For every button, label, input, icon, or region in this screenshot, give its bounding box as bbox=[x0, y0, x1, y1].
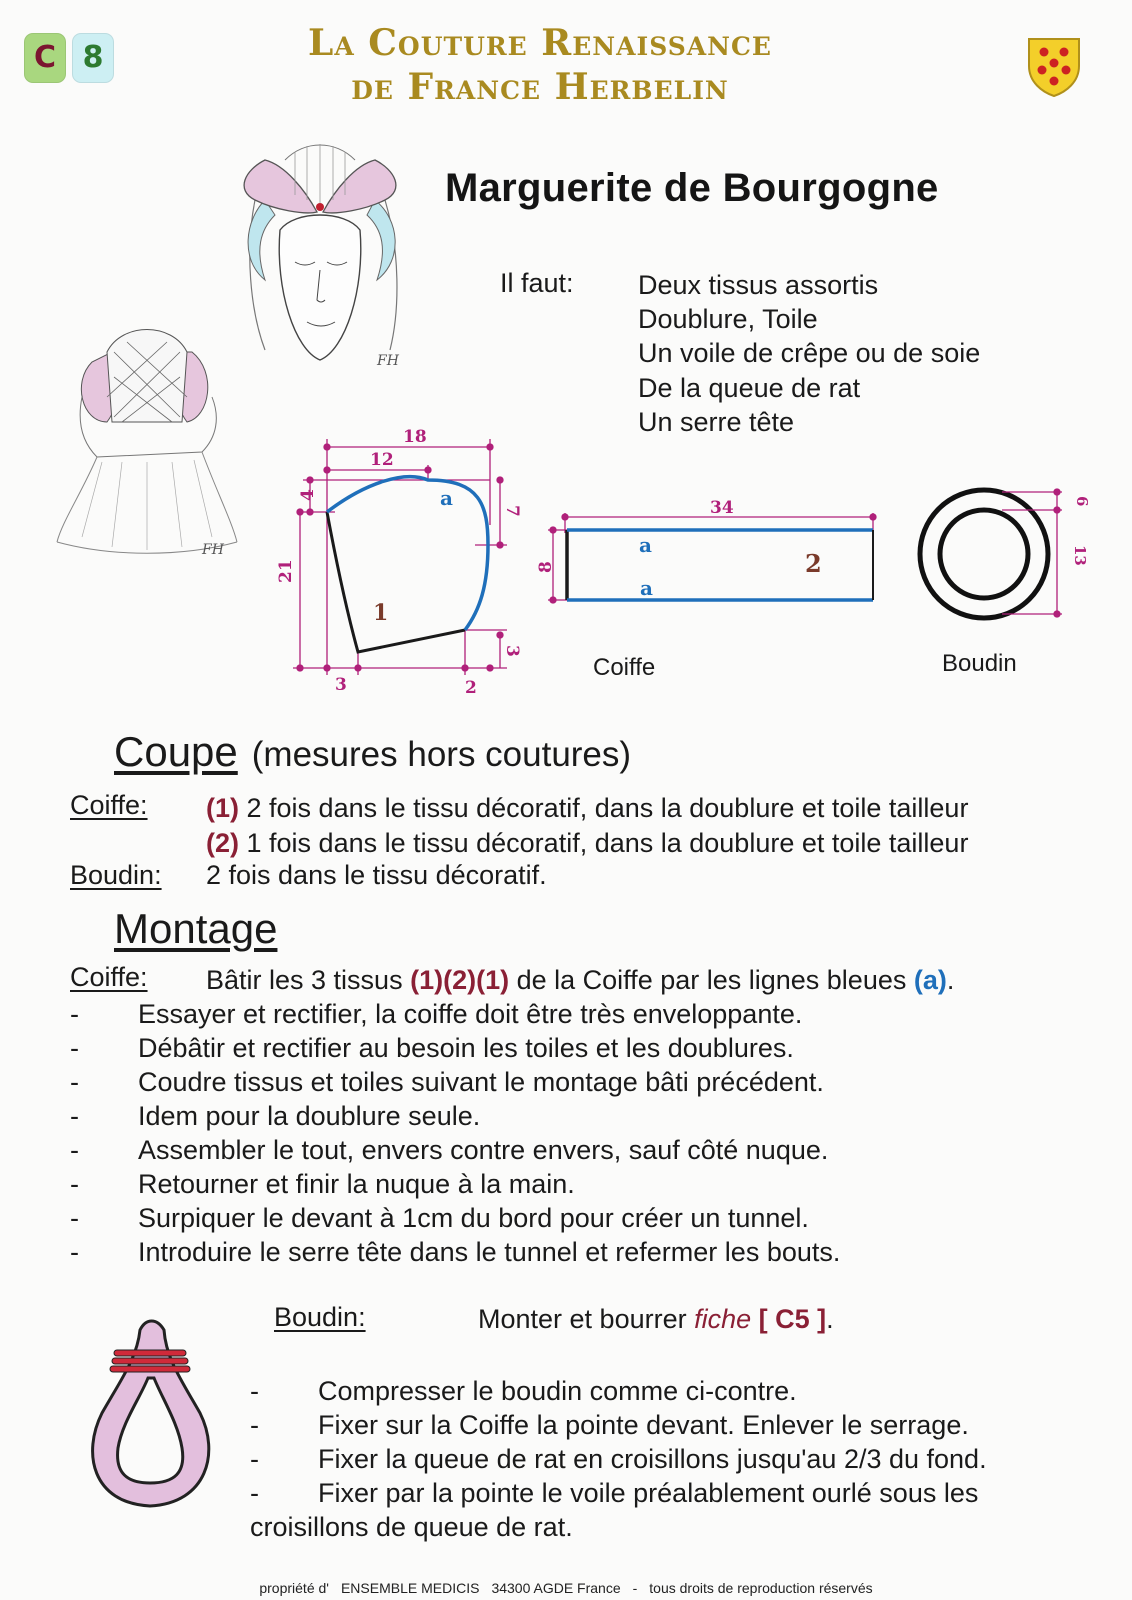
boudin-ring-diagram bbox=[912, 490, 1092, 620]
list-item: Fixer sur la Coiffe la pointe devant. Enlever le serrage. bbox=[318, 1410, 969, 1440]
step-dash: - bbox=[250, 1410, 259, 1440]
step-dash: - bbox=[70, 1067, 79, 1097]
signature-back: FH bbox=[202, 542, 224, 558]
requirements-list bbox=[638, 268, 980, 439]
boudin-intro-end: . bbox=[826, 1304, 834, 1334]
requirement-item: Doublure, Toile bbox=[638, 304, 818, 335]
footer bbox=[0, 1580, 1132, 1596]
list-item: Retourner et finir la nuque à la main. bbox=[138, 1169, 575, 1199]
list-item: Idem pour la doublure seule. bbox=[138, 1101, 481, 1131]
coupe-line-2-text: 1 fois dans le tissu décoratif, dans la doublure et toile tailleur bbox=[246, 828, 969, 858]
ref-2: (2) bbox=[206, 828, 239, 858]
list-item: Fixer la queue de rat en croisillons jusqu'au 2/3 du fond. bbox=[318, 1444, 987, 1474]
dim-3-bottom: 3 bbox=[335, 675, 347, 695]
montage-title: Montage bbox=[114, 905, 278, 952]
dim-34: 34 bbox=[710, 498, 734, 518]
dim-21: 21 bbox=[276, 559, 296, 583]
piece-number-2: 2 bbox=[805, 549, 822, 578]
intro-end: . bbox=[946, 965, 955, 995]
list-item: Introduire le serre tête dans le tunnel et refermer les bouts. bbox=[138, 1237, 841, 1267]
piece-number-1: 1 bbox=[373, 600, 389, 626]
requirement-item: Deux tissus assortis bbox=[638, 270, 879, 300]
requirement-item: Un serre tête bbox=[638, 406, 795, 437]
coupe-boudin-line: 2 fois dans le tissu décoratif. bbox=[206, 860, 547, 890]
signature-face: FH bbox=[377, 353, 399, 369]
step-dash: - bbox=[250, 1444, 259, 1474]
intro-text-b: de la Coiffe par les lignes bleues bbox=[516, 965, 907, 995]
coupe-title: Coupe bbox=[114, 728, 238, 775]
step-dash: - bbox=[250, 1376, 259, 1406]
dim-18: 18 bbox=[403, 427, 427, 447]
dim-13: 13 bbox=[1071, 545, 1089, 566]
boudin-intro bbox=[478, 1304, 834, 1335]
list-item: Débâtir et rectifier au besoin les toiles et les doublures. bbox=[138, 1033, 794, 1063]
headdress-back-illustration bbox=[52, 322, 247, 572]
boudin-ref-word: fiche bbox=[694, 1304, 752, 1334]
boudin-caption: Boudin bbox=[942, 650, 1017, 677]
list-item: Assembler le tout, envers contre envers, sauf côté nuque. bbox=[138, 1135, 829, 1165]
ref-1: (1) bbox=[206, 793, 239, 823]
boudin-intro-text: Monter et bourrer bbox=[478, 1304, 687, 1334]
intro-text-a: Bâtir les 3 tissus bbox=[206, 965, 403, 995]
montage-intro bbox=[206, 965, 954, 996]
coupe-note: (mesures hors coutures) bbox=[251, 735, 632, 774]
requirement-item: De la queue de rat bbox=[638, 372, 861, 403]
coupe-line-1-text: 2 fois dans le tissu décoratif, dans la doublure et toile tailleur bbox=[246, 793, 969, 823]
step-dash: - bbox=[70, 1237, 79, 1267]
coupe-coiffe-line-1 bbox=[206, 793, 968, 824]
step-dash: - bbox=[250, 1478, 259, 1508]
step-dash: - bbox=[70, 1101, 79, 1131]
montage-boudin-label: Boudin: bbox=[274, 1302, 366, 1332]
montage-coiffe-label: Coiffe: bbox=[70, 962, 148, 992]
requirement-item: Un voile de crêpe ou de soie bbox=[638, 338, 981, 369]
step-dash: - bbox=[70, 1203, 79, 1233]
list-item: Surpiquer le devant à 1cm du bord pour créer un tunnel. bbox=[138, 1203, 809, 1233]
dim-2: 2 bbox=[465, 678, 477, 698]
boudin-ref-link[interactable]: [ C5 ] bbox=[758, 1304, 827, 1334]
coat-of-arms-icon bbox=[1026, 36, 1082, 98]
coupe-heading bbox=[114, 728, 631, 776]
dim-8: 8 bbox=[536, 561, 556, 573]
headdress-face-illustration bbox=[225, 140, 415, 380]
footer-sep: - bbox=[632, 1580, 638, 1596]
step-dash: - bbox=[70, 1169, 79, 1199]
page-title: Marguerite de Bourgogne bbox=[445, 166, 939, 210]
seam-bottom-a: a bbox=[640, 576, 653, 600]
list-item: Essayer et rectifier, la coiffe doit être très enveloppante. bbox=[138, 999, 803, 1029]
list-item: Fixer par la pointe le voile préalablement ourlé sous les bbox=[318, 1478, 979, 1508]
coupe-boudin-label: Boudin: bbox=[70, 860, 162, 890]
intro-ref: (1)(2)(1) bbox=[410, 965, 510, 995]
footer-rights: tous droits de reproduction réservés bbox=[649, 1580, 873, 1596]
footer-address: 34300 AGDE France bbox=[491, 1580, 621, 1596]
dim-12: 12 bbox=[370, 450, 394, 470]
category-badge: C bbox=[24, 33, 66, 83]
header-line-2: de France Herbelin bbox=[351, 66, 729, 108]
step-dash: - bbox=[70, 999, 79, 1029]
coiffe-band-diagram bbox=[536, 498, 885, 615]
list-item: Coudre tissus et toiles suivant le montage bâti précédent. bbox=[138, 1067, 824, 1097]
coiffe-caption: Coiffe bbox=[593, 654, 656, 681]
dim-3-right: 3 bbox=[502, 645, 522, 657]
pattern-piece-1-diagram bbox=[275, 425, 535, 715]
dim-6: 6 bbox=[1073, 496, 1091, 507]
step-dash: - bbox=[70, 1033, 79, 1063]
coupe-coiffe-line-2 bbox=[206, 828, 968, 859]
list-item-continuation: croisillons de queue de rat. bbox=[250, 1512, 573, 1542]
dim-4: 4 bbox=[298, 489, 318, 501]
boudin-loop-illustration bbox=[82, 1318, 222, 1518]
list-item: Compresser le boudin comme ci-contre. bbox=[318, 1376, 797, 1406]
header-line-1: La Couture Renaissance bbox=[308, 22, 772, 64]
footer-owner: propriété d' bbox=[259, 1580, 329, 1596]
number-badge: 8 bbox=[72, 33, 114, 83]
seam-top-a: a bbox=[639, 533, 652, 557]
seam-label-a: a bbox=[440, 486, 453, 510]
footer-org: ENSEMBLE MEDICIS bbox=[340, 1580, 480, 1596]
dim-7: 7 bbox=[502, 505, 522, 517]
requirements-label: Il faut: bbox=[500, 268, 574, 298]
coupe-coiffe-label: Coiffe: bbox=[70, 790, 148, 820]
intro-seam: (a) bbox=[913, 965, 947, 995]
step-dash: - bbox=[70, 1135, 79, 1165]
